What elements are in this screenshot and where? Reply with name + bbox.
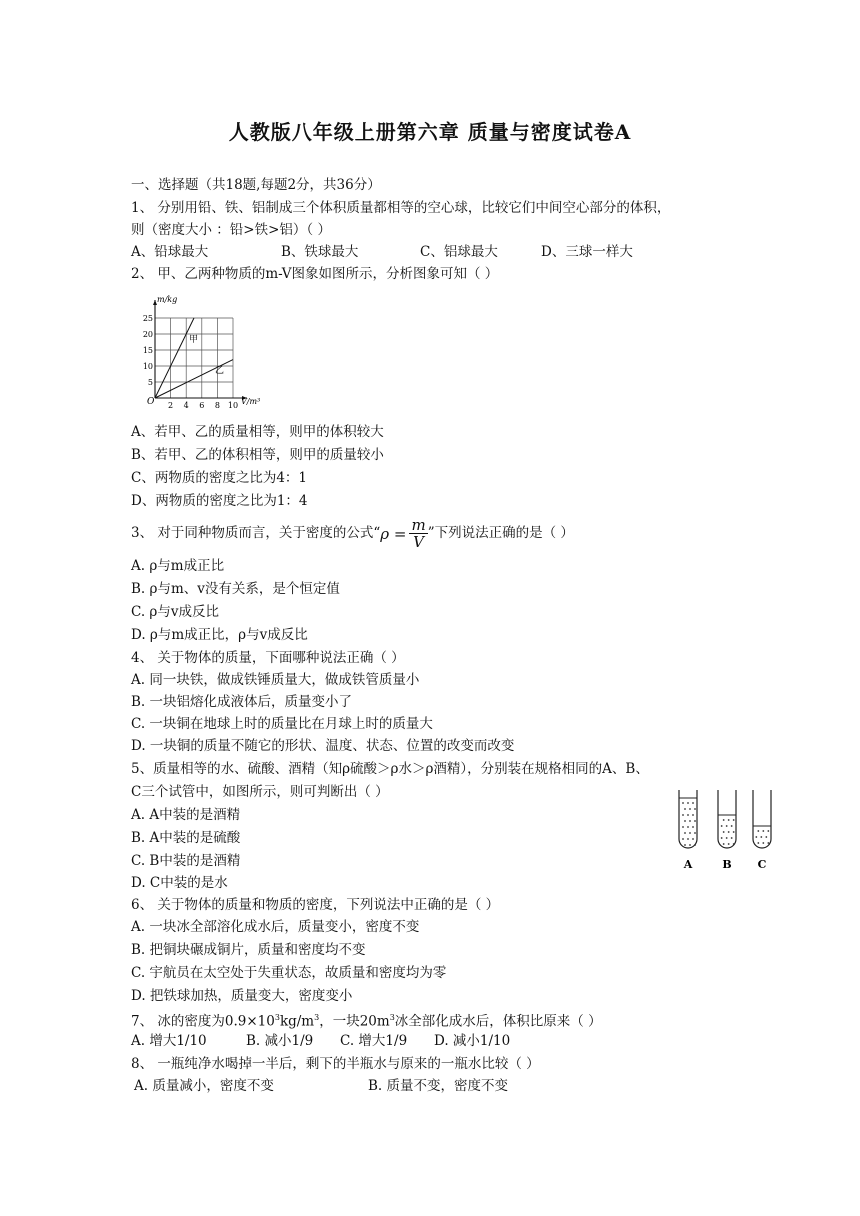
q4-option-b[interactable]: B. 一块铝熔化成液体后，质量变小了 xyxy=(131,694,353,710)
q7-option-d[interactable]: D. 减小1/10 xyxy=(434,1033,511,1049)
tube-label-a: A xyxy=(683,858,693,871)
liquid-dot xyxy=(692,814,694,816)
liquid-dot xyxy=(689,844,691,846)
liquid-dot xyxy=(755,836,757,838)
q4-option-a[interactable]: A. 同一块铁，做成铁锤质量大，做成铁管质量小 xyxy=(131,672,420,688)
question-4-stem: 4、 关于物体的质量，下面哪种说法正确（ ） xyxy=(131,650,405,666)
liquid-dot xyxy=(689,808,691,810)
q7-stem-part: ，一块20m xyxy=(319,1013,390,1030)
liquid-dot xyxy=(733,843,735,845)
liquid-dot xyxy=(760,836,762,838)
formula-numerator: m xyxy=(411,515,426,534)
liquid-dot xyxy=(762,830,764,832)
liquid-dot xyxy=(757,830,759,832)
q8-option-b[interactable]: B. 质量不变，密度不变 xyxy=(368,1078,509,1094)
liquid-dot xyxy=(721,837,723,839)
liquid-dot xyxy=(733,819,735,821)
q3-option-a[interactable]: A. ρ与m成正比 xyxy=(131,558,225,574)
liquid-dot xyxy=(762,842,764,844)
liquid-dot xyxy=(694,808,696,810)
tube-label-b: B xyxy=(722,858,732,871)
q7-superscript: 3 xyxy=(389,1013,395,1022)
liquid-dot xyxy=(689,820,691,822)
q3-stem-pre: 3、 对于同种物质而言，关于密度的公式“ xyxy=(131,525,381,541)
m-v-graph xyxy=(143,292,275,408)
q2-option-d[interactable]: D、两物质的密度之比为1：4 xyxy=(131,493,308,509)
q6-option-b[interactable]: B. 把铜块碾成铜片，质量和密度均不变 xyxy=(131,942,366,958)
q1-option-b[interactable]: B、铁球最大 xyxy=(281,244,359,260)
graph-label-yi: 乙 xyxy=(215,366,225,376)
liquid-dot xyxy=(728,831,730,833)
liquid-dot xyxy=(726,825,728,827)
liquid-dot xyxy=(687,802,689,804)
liquid-dot xyxy=(684,844,686,846)
page-title: 人教版八年级上册第六章 质量与密度试卷A xyxy=(228,120,632,144)
density-formula xyxy=(380,515,427,551)
liquid-dot xyxy=(728,843,730,845)
test-tubes-figure xyxy=(676,788,780,874)
liquid-dot xyxy=(723,831,725,833)
question-7-stem xyxy=(131,1009,602,1031)
liquid-dot xyxy=(692,826,694,828)
tube-label-c: C xyxy=(757,858,767,871)
liquid-dot xyxy=(684,808,686,810)
q1-option-c[interactable]: C、铝球最大 xyxy=(420,244,498,260)
q6-option-c[interactable]: C. 宇航员在太空处于失重状态，故质量和密度均为零 xyxy=(131,965,447,981)
q1-option-a[interactable]: A、铅球最大 xyxy=(131,244,209,260)
liquid-dot xyxy=(765,836,767,838)
q8-option-a[interactable]: A. 质量减小，密度不变 xyxy=(134,1078,274,1094)
liquid-dot xyxy=(692,802,694,804)
q3-stem-post: ”下列说法正确的是（ ） xyxy=(427,525,574,541)
liquid-dot xyxy=(692,838,694,840)
q7-option-b[interactable]: B. 减小1/9 xyxy=(246,1033,314,1049)
question-1-stem: 1、 分别用铅、铁、铝制成三个体积质量都相等的空心球，比较它们中间空心部分的体积， xyxy=(131,200,671,216)
liquid-dot xyxy=(733,831,735,833)
graph-origin: O xyxy=(147,397,155,407)
q5-option-b[interactable]: B. A中装的是硫酸 xyxy=(131,830,241,846)
liquid-dot xyxy=(731,825,733,827)
question-5-stem-cont: C三个试管中，如图所示，则可判断出（ ） xyxy=(131,784,389,800)
question-8-options xyxy=(134,1077,508,1095)
q6-option-a[interactable]: A. 一块冰全部溶化成水后，质量变小，密度不变 xyxy=(131,919,420,935)
question-5-stem: 5、质量相等的水、硫酸、酒精（知ρ硫酸＞ρ水＞ρ酒精），分别装在规格相同的A、B、 xyxy=(131,761,649,777)
question-1-options xyxy=(131,243,633,261)
q7-option-c[interactable]: C. 增大1/9 xyxy=(340,1033,408,1049)
liquid-dot xyxy=(682,802,684,804)
q3-option-c[interactable]: C. ρ与v成反比 xyxy=(131,604,219,620)
x-tick-label: 2 xyxy=(168,401,174,408)
q1-option-d[interactable]: D、三球一样大 xyxy=(541,244,633,260)
formula-denominator: V xyxy=(413,532,424,551)
q6-option-d[interactable]: D. 把铁球加热，质量变大，密度变小 xyxy=(131,988,353,1004)
y-tick-label: 10 xyxy=(143,362,153,371)
x-tick-label: 4 xyxy=(183,401,189,408)
liquid-dot xyxy=(723,843,725,845)
liquid-dot xyxy=(731,837,733,839)
liquid-dot xyxy=(682,814,684,816)
q7-option-a[interactable]: A. 增大1/10 xyxy=(131,1033,207,1049)
liquid-dot xyxy=(682,838,684,840)
question-1-stem-cont: 则（密度大小 ：铅>铁>铝）（ ） xyxy=(131,222,331,238)
liquid-dot xyxy=(721,825,723,827)
liquid-dot xyxy=(684,832,686,834)
section-heading: 一、选择题（共18题,每题2分，共36分） xyxy=(131,177,381,193)
question-6-stem: 6、 关于物体的质量和物质的密度，下列说法中正确的是（ ） xyxy=(131,897,500,913)
q4-option-d[interactable]: D. 一块铜的质量不随它的形状、温度、状态、位置的改变而改变 xyxy=(131,738,515,754)
x-tick-label: 10 xyxy=(227,401,239,408)
question-2-stem: 2、 甲、乙两种物质的m-V图象如图所示，分析图象可知（ ） xyxy=(131,266,499,282)
q3-option-d[interactable]: D. ρ与m成正比，ρ与v成反比 xyxy=(131,627,308,643)
y-tick-label: 15 xyxy=(143,346,153,355)
liquid-dot xyxy=(694,820,696,822)
q2-option-b[interactable]: B、若甲、乙的体积相等，则甲的质量较小 xyxy=(131,447,384,463)
q7-stem-part: 7、 冰的密度为0.9×10 xyxy=(131,1013,275,1030)
q5-option-d[interactable]: D. C中装的是水 xyxy=(131,875,228,891)
liquid-dot xyxy=(767,842,769,844)
test-tube-2 xyxy=(753,790,771,848)
q2-option-a[interactable]: A、若甲、乙的质量相等，则甲的体积较大 xyxy=(131,424,384,440)
q3-option-b[interactable]: B. ρ与m、v没有关系，是个恒定值 xyxy=(131,581,340,597)
graph-label-jia: 甲 xyxy=(189,335,199,345)
formula-lhs: ρ = xyxy=(380,524,407,543)
q7-stem-part: kg/m xyxy=(279,1013,315,1030)
question-7-options xyxy=(131,1032,510,1050)
graph-y-label: m/kg xyxy=(157,295,178,304)
question-3-stem xyxy=(131,517,574,550)
liquid-dot xyxy=(687,814,689,816)
graph-x-label: V/m³ xyxy=(241,397,261,406)
liquid-dot xyxy=(682,826,684,828)
question-8-stem: 8、 一瓶纯净水喝掉一半后，剩下的半瓶水与原来的一瓶水比较（ ） xyxy=(131,1056,540,1072)
liquid-dot xyxy=(757,842,759,844)
q7-superscript: 3 xyxy=(314,1013,320,1022)
q7-stem-part: 冰全部化成水后，体积比原来（ ） xyxy=(394,1013,602,1030)
liquid-dot xyxy=(687,838,689,840)
q4-option-c[interactable]: C. 一块铜在地球上时的质量比在月球上时的质量大 xyxy=(131,716,433,732)
q2-option-c[interactable]: C、两物质的密度之比为4：1 xyxy=(131,470,308,486)
liquid-dot xyxy=(687,826,689,828)
y-tick-label: 20 xyxy=(143,330,153,339)
liquid-dot xyxy=(684,820,686,822)
x-tick-label: 6 xyxy=(199,401,205,408)
q5-option-c[interactable]: C. B中装的是酒精 xyxy=(131,853,241,869)
x-tick-label: 8 xyxy=(214,401,220,408)
q7-superscript: 3 xyxy=(274,1013,280,1022)
test-tube-1 xyxy=(718,790,736,848)
liquid-dot xyxy=(694,844,696,846)
q5-option-a[interactable]: A. A中装的是酒精 xyxy=(131,807,241,823)
liquid-dot xyxy=(723,819,725,821)
liquid-dot xyxy=(767,830,769,832)
liquid-dot xyxy=(728,819,730,821)
graph-grid xyxy=(155,318,233,398)
liquid-dot xyxy=(694,832,696,834)
series-jia-line xyxy=(155,318,194,398)
liquid-dot xyxy=(689,832,691,834)
y-tick-label: 25 xyxy=(143,314,153,323)
graph-series xyxy=(155,318,233,398)
test-tubes xyxy=(679,790,771,848)
y-tick-label: 5 xyxy=(147,378,153,387)
liquid-dot xyxy=(726,837,728,839)
